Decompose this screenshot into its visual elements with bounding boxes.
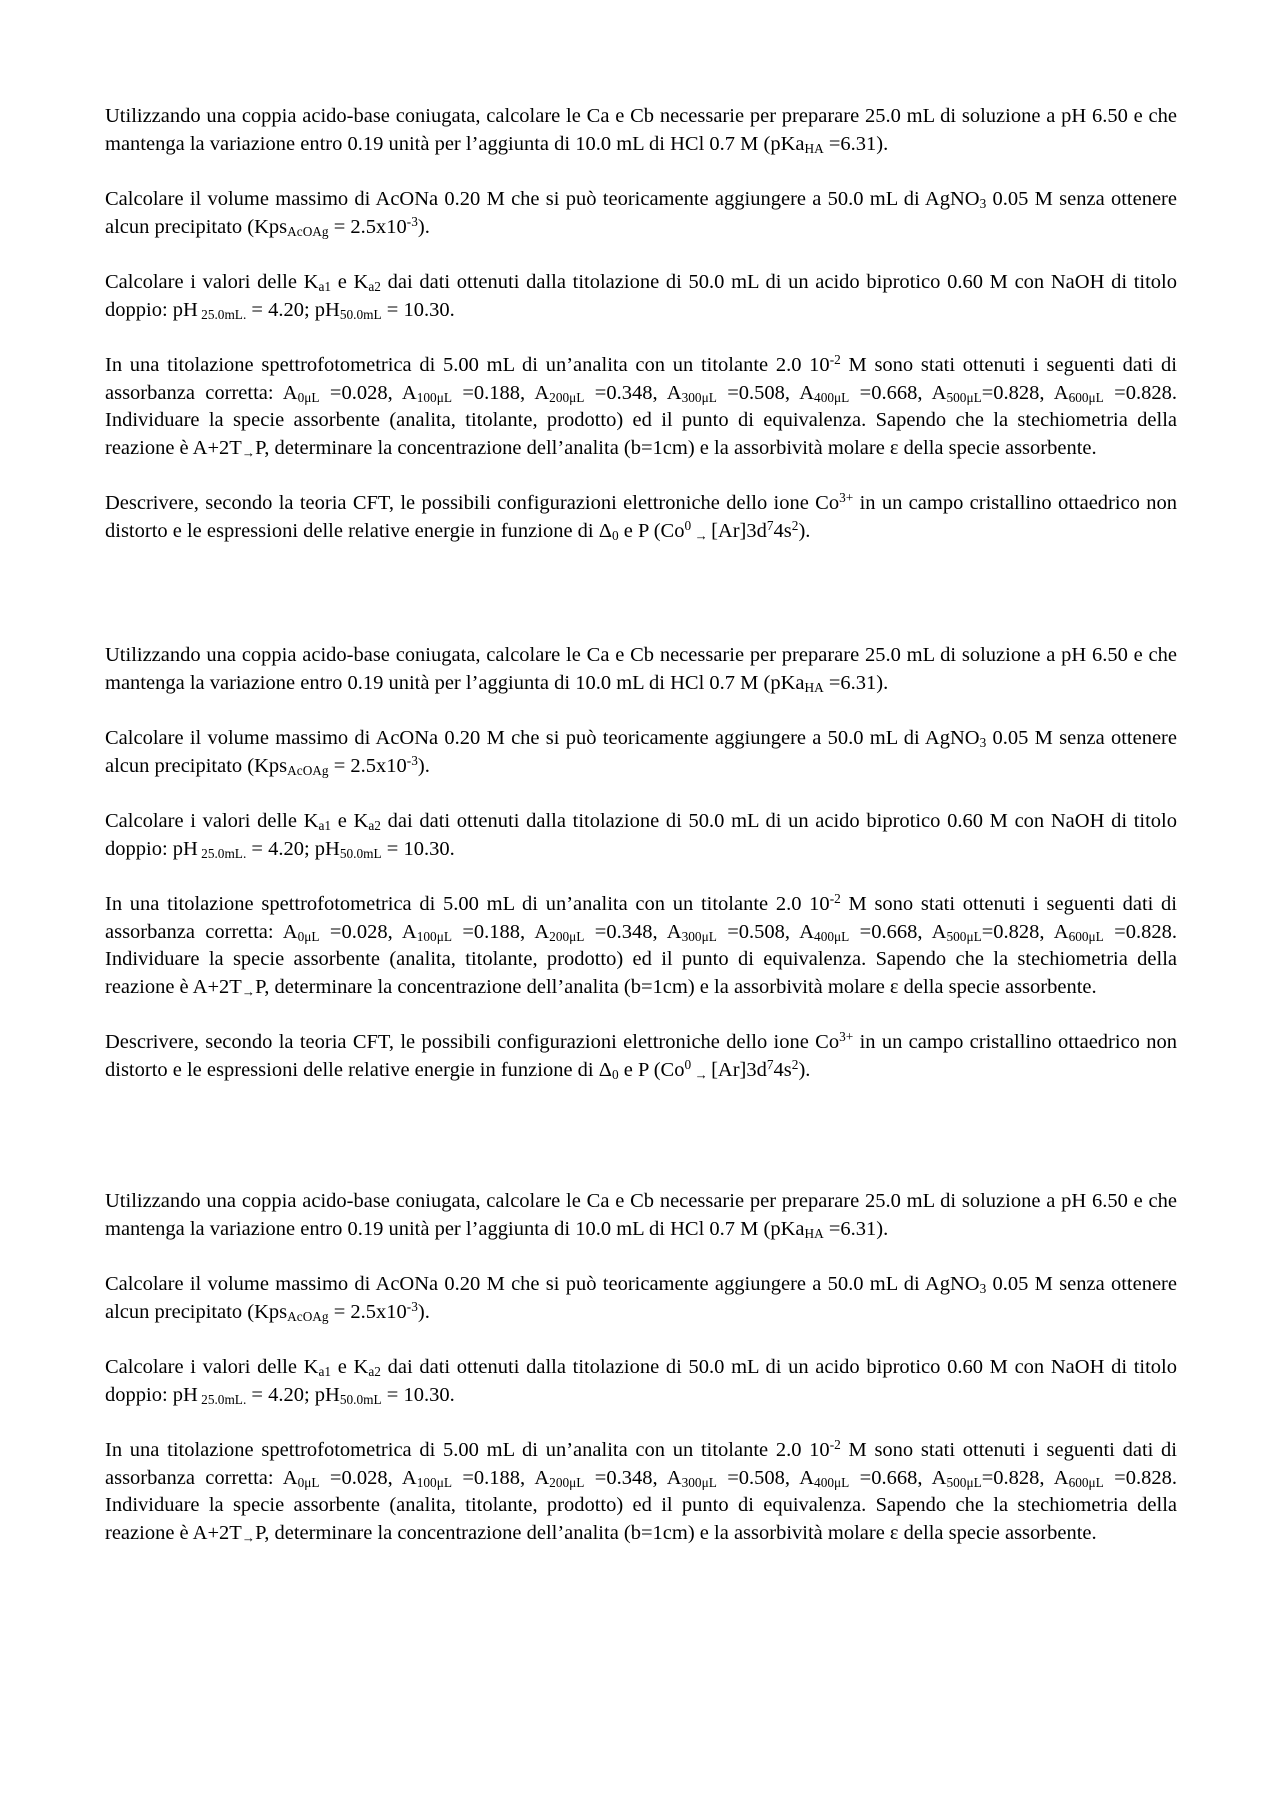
question-text: =0.668, A <box>849 1466 947 1489</box>
question-text: e K <box>331 810 369 832</box>
subscript: AcOAg <box>287 223 329 239</box>
superscript: -3 <box>406 1298 418 1314</box>
superscript: -2 <box>829 352 841 368</box>
question-text: Calcolare i valori delle K <box>105 810 319 832</box>
question-diprotic-titration <box>105 1354 1177 1409</box>
question-text: =0.028, A <box>319 381 417 404</box>
question-text: In una titolazione spettrofotometrica di 5.00 mL di un’analita con un titolante 2.0 10 <box>105 1439 830 1461</box>
subscript: 600μL <box>1068 1474 1104 1490</box>
subscript: HA <box>804 679 824 695</box>
question-text: = 10.30. <box>381 837 455 860</box>
question-text: e K <box>331 1356 369 1378</box>
question-text: = 2.5x10 <box>328 1300 407 1323</box>
reaction-arrow: → <box>691 1066 712 1082</box>
question-text: =0.508, A <box>716 381 815 404</box>
question-text: Calcolare il volume massimo di AcONa 0.20 M che si può teoricamente aggiungere a 50.0 mL di AgNO <box>105 188 980 210</box>
subscript: 0 <box>611 1066 619 1082</box>
subscript: 100μL <box>416 928 452 944</box>
question-precipitation <box>105 725 1177 780</box>
question-text: =0.828. Individuare la specie assorbente (analita, titolante, prodotto) ed il punto di equivalenza. Sapendo che la stechiometria della reazione è A+2T <box>105 381 1177 459</box>
question-text: Utilizzando una coppia acido-base coniugata, calcolare le Ca e Cb necessarie per preparare 25.0 mL di soluzione a pH 6.50 e che mantenga la variazione entro 0.19 unità per l’aggiunta di 10.0 mL di HCl 0.7 M (pKa <box>105 1190 1177 1240</box>
question-text: ). <box>798 519 811 542</box>
question-text: =0.508, A <box>716 1466 815 1489</box>
superscript: 3+ <box>839 490 854 506</box>
question-text: 4s <box>773 519 792 542</box>
question-text: Utilizzando una coppia acido-base coniugata, calcolare le Ca e Cb necessarie per preparare 25.0 mL di soluzione a pH 6.50 e che mantenga la variazione entro 0.19 unità per l’aggiunta di 10.0 mL di HCl 0.7 M (pKa <box>105 105 1177 155</box>
question-text: =0.348, A <box>584 381 682 404</box>
question-text: =0.668, A <box>849 381 947 404</box>
superscript: -3 <box>406 213 418 229</box>
question-text: P, determinare la concentrazione dell’analita (b=1cm) e la assorbività molare ε della specie assorbente. <box>255 436 1097 459</box>
question-text: =0.828, A <box>981 920 1069 943</box>
question-diprotic-titration <box>105 269 1177 324</box>
question-cft <box>105 1029 1177 1084</box>
question-text: =0.188, A <box>451 381 550 404</box>
question-text: =6.31). <box>823 1217 889 1240</box>
question-text: P, determinare la concentrazione dell’analita (b=1cm) e la assorbività molare ε della specie assorbente. <box>255 1521 1097 1544</box>
question-text: in un campo cristallino ottaedrico non distorto e le espressioni delle relative energie in funzione di Δ <box>105 1031 1177 1081</box>
question-text: = 2.5x10 <box>328 215 407 238</box>
question-text: [Ar]3d <box>711 1058 767 1081</box>
question-text: = 2.5x10 <box>328 754 407 777</box>
question-text: P, determinare la concentrazione dell’analita (b=1cm) e la assorbività molare ε della specie assorbente. <box>255 975 1097 998</box>
exercise-set-3 <box>105 1188 1177 1547</box>
subscript: 300μL <box>681 928 717 944</box>
question-text: =0.348, A <box>584 1466 682 1489</box>
question-text: =0.828. Individuare la specie assorbente (analita, titolante, prodotto) ed il punto di equivalenza. Sapendo che la stechiometria della reazione è A+2T <box>105 920 1177 998</box>
question-text: = 10.30. <box>381 1383 455 1406</box>
subscript: 25.0mL. <box>197 845 247 861</box>
subscript: AcOAg <box>287 762 329 778</box>
subscript: 200μL <box>549 1474 585 1490</box>
question-text: 0.05 M senza ottenere alcun precipitato (Kps <box>105 1273 1177 1323</box>
question-text: dai dati ottenuti dalla titolazione di 50.0 mL di un acido biprotico 0.60 M con NaOH di titolo doppio: pH <box>105 810 1177 860</box>
superscript: 7 <box>766 1056 774 1072</box>
subscript: 50.0mL <box>339 1391 382 1407</box>
subscript: 3 <box>979 1281 987 1297</box>
subscript: 500μL <box>946 389 982 405</box>
subscript: 0μL <box>297 928 320 944</box>
question-precipitation <box>105 186 1177 241</box>
question-text: =0.188, A <box>451 920 550 943</box>
question-text: =0.508, A <box>716 920 815 943</box>
question-text: Descrivere, secondo la teoria CFT, le possibili configurazioni elettroniche dello ione Co <box>105 492 840 514</box>
subscript: 100μL <box>416 1474 452 1490</box>
document-page <box>105 103 1177 1547</box>
subscript: 400μL <box>814 1474 850 1490</box>
subscript: a1 <box>318 279 332 295</box>
subscript: 25.0mL. <box>197 306 247 322</box>
subscript: a2 <box>368 818 381 834</box>
question-spectrophotometric-titration <box>105 891 1177 1001</box>
question-text: ). <box>417 215 430 238</box>
subscript: 200μL <box>549 928 585 944</box>
question-text: ). <box>417 1300 430 1323</box>
question-text: =0.668, A <box>849 920 947 943</box>
question-buffer <box>105 1188 1177 1243</box>
subscript: a1 <box>318 818 332 834</box>
subscript: 3 <box>979 196 987 212</box>
reaction-arrow: → <box>241 444 256 460</box>
question-text: Descrivere, secondo la teoria CFT, le possibili configurazioni elettroniche dello ione Co <box>105 1031 840 1053</box>
superscript: -2 <box>829 1437 841 1453</box>
question-text: e P (Co <box>618 519 685 542</box>
question-text: =0.028, A <box>319 1466 417 1489</box>
question-text: Calcolare il volume massimo di AcONa 0.20 M che si può teoricamente aggiungere a 50.0 mL di AgNO <box>105 727 980 749</box>
question-spectrophotometric-titration <box>105 1437 1177 1547</box>
superscript: 2 <box>791 1056 799 1072</box>
question-text: ). <box>417 754 430 777</box>
superscript: 7 <box>766 517 774 533</box>
subscript: 50.0mL <box>339 845 382 861</box>
question-text: in un campo cristallino ottaedrico non distorto e le espressioni delle relative energie in funzione di Δ <box>105 492 1177 542</box>
question-buffer <box>105 103 1177 158</box>
question-text: e P (Co <box>618 1058 685 1081</box>
reaction-arrow: → <box>241 1529 256 1545</box>
subscript: HA <box>804 1225 824 1241</box>
subscript: 600μL <box>1068 389 1104 405</box>
question-text: In una titolazione spettrofotometrica di 5.00 mL di un’analita con un titolante 2.0 10 <box>105 354 830 376</box>
superscript: 0 <box>684 517 692 533</box>
question-text: = 4.20; pH <box>246 298 340 321</box>
question-cft <box>105 490 1177 545</box>
question-text: M sono stati ottenuti i seguenti dati di assorbanza corretta: A <box>105 1439 1177 1489</box>
question-buffer <box>105 642 1177 697</box>
subscript: a1 <box>318 1364 332 1380</box>
subscript: a2 <box>368 1364 381 1380</box>
reaction-arrow: → <box>691 527 712 543</box>
question-spectrophotometric-titration <box>105 352 1177 462</box>
subscript: 0μL <box>297 1474 320 1490</box>
exercise-set-1 <box>105 103 1177 545</box>
question-precipitation <box>105 1271 1177 1326</box>
subscript: 300μL <box>681 389 717 405</box>
question-text: M sono stati ottenuti i seguenti dati di assorbanza corretta: A <box>105 354 1177 404</box>
question-text: Calcolare i valori delle K <box>105 1356 319 1378</box>
question-text: = 10.30. <box>381 298 455 321</box>
subscript: 100μL <box>416 389 452 405</box>
question-text: 4s <box>773 1058 792 1081</box>
question-text: =0.188, A <box>451 1466 550 1489</box>
question-text: e K <box>331 271 369 293</box>
question-text: ). <box>798 1058 811 1081</box>
question-text: Calcolare i valori delle K <box>105 271 319 293</box>
subscript: 300μL <box>681 1474 717 1490</box>
subscript: 200μL <box>549 389 585 405</box>
question-text: Calcolare il volume massimo di AcONa 0.20 M che si può teoricamente aggiungere a 50.0 mL di AgNO <box>105 1273 980 1295</box>
reaction-arrow: → <box>241 983 256 999</box>
exercise-set-2 <box>105 642 1177 1084</box>
question-diprotic-titration <box>105 808 1177 863</box>
subscript: 400μL <box>814 389 850 405</box>
question-text: Utilizzando una coppia acido-base coniugata, calcolare le Ca e Cb necessarie per preparare 25.0 mL di soluzione a pH 6.50 e che mantenga la variazione entro 0.19 unità per l’aggiunta di 10.0 mL di HCl 0.7 M (pKa <box>105 644 1177 694</box>
superscript: -2 <box>829 891 841 907</box>
question-text: =0.348, A <box>584 920 682 943</box>
question-text: = 4.20; pH <box>246 837 340 860</box>
question-text: dai dati ottenuti dalla titolazione di 50.0 mL di un acido biprotico 0.60 M con NaOH di titolo doppio: pH <box>105 1356 1177 1406</box>
question-text: =0.828. Individuare la specie assorbente (analita, titolante, prodotto) ed il punto di equivalenza. Sapendo che la stechiometria della reazione è A+2T <box>105 1466 1177 1544</box>
subscript: 500μL <box>946 1474 982 1490</box>
question-text: =6.31). <box>823 132 889 155</box>
question-text: =0.828, A <box>981 1466 1069 1489</box>
subscript: 400μL <box>814 928 850 944</box>
question-text: M sono stati ottenuti i seguenti dati di assorbanza corretta: A <box>105 893 1177 943</box>
question-text: =0.828, A <box>981 381 1069 404</box>
superscript: -3 <box>406 752 418 768</box>
subscript: a2 <box>368 279 381 295</box>
subscript: 0 <box>611 527 619 543</box>
question-text: 0.05 M senza ottenere alcun precipitato (Kps <box>105 727 1177 777</box>
superscript: 3+ <box>839 1029 854 1045</box>
question-text: [Ar]3d <box>711 519 767 542</box>
question-text: = 4.20; pH <box>246 1383 340 1406</box>
question-text: 0.05 M senza ottenere alcun precipitato (Kps <box>105 188 1177 238</box>
subscript: 0μL <box>297 389 320 405</box>
subscript: 600μL <box>1068 928 1104 944</box>
subscript: AcOAg <box>287 1308 329 1324</box>
subscript: HA <box>804 140 824 156</box>
question-text: =6.31). <box>823 671 889 694</box>
superscript: 0 <box>684 1056 692 1072</box>
subscript: 500μL <box>946 928 982 944</box>
superscript: 2 <box>791 517 799 533</box>
subscript: 50.0mL <box>339 306 382 322</box>
question-text: dai dati ottenuti dalla titolazione di 50.0 mL di un acido biprotico 0.60 M con NaOH di titolo doppio: pH <box>105 271 1177 321</box>
subscript: 25.0mL. <box>197 1391 247 1407</box>
question-text: =0.028, A <box>319 920 417 943</box>
subscript: 3 <box>979 735 987 751</box>
question-text: In una titolazione spettrofotometrica di 5.00 mL di un’analita con un titolante 2.0 10 <box>105 893 830 915</box>
